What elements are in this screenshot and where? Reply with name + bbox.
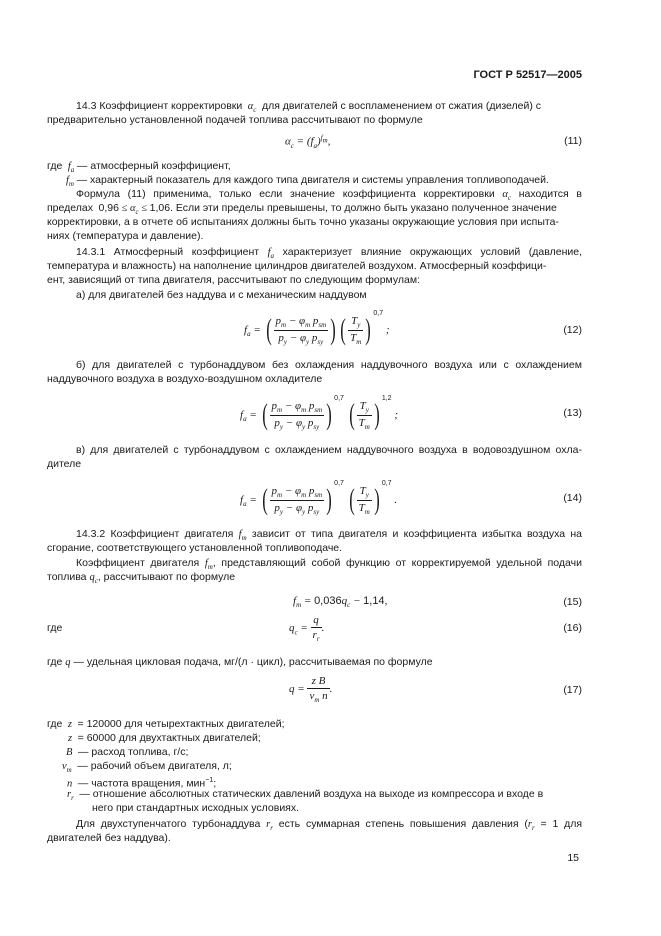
fa-symbol: $f_a$ xyxy=(267,247,275,261)
vm-symbol: $v_m$ xyxy=(62,761,72,775)
fm-symbol: $f_m$ xyxy=(66,175,74,189)
case-b-line1: б) для двигателей с турбонаддувом без охлаждения наддувочного воздуха или с охлаждением xyxy=(76,359,582,371)
text: = 1 для xyxy=(540,818,583,830)
text: = 120000 для четырехтактных двигателей; xyxy=(77,718,285,730)
exponent: 1,2 xyxy=(381,395,392,402)
formula-16: $q_c$ = $\frac{q}{r_r}$ . xyxy=(289,614,325,644)
case-c-line2: дителе xyxy=(47,458,82,470)
qc-symbol: $q_c$ xyxy=(89,572,98,586)
where-label-16: где xyxy=(47,622,63,634)
text: находится в xyxy=(518,188,582,200)
formula-15: $f_m = 0,036q_c - 1,14$, xyxy=(293,595,388,610)
formula-13: $f_a$ = ( $\frac{p_т - \varphi_т p_{sт}}{p_у - \varphi_у p_{sу}}$ ) $^{0,7}$ ( $\frac{T_у}{T_т}$ ) $^{1,2}$ ; xyxy=(240,395,398,432)
where-label: где xyxy=(47,718,63,730)
text: Для двухступенчатого турбонаддува xyxy=(76,818,261,830)
page-number: 15 xyxy=(567,852,579,864)
rr-symbol: $r_r$ xyxy=(266,819,273,833)
text: пределах xyxy=(47,202,93,214)
text: 14.3.1 Атмосферный коэффициент xyxy=(76,246,260,258)
z-symbol: z xyxy=(65,719,75,730)
text: — расход топлива, г/с; xyxy=(77,746,189,758)
superscript: −1 xyxy=(205,777,214,784)
coefficient: 0,036 xyxy=(314,595,342,607)
B-symbol: B xyxy=(66,747,76,758)
sec-14-3-2-line2: сгорание, соответствующего установленной топливоподаче. xyxy=(47,542,343,554)
case-c-line1: в) для двигателей с турбонаддувом с охлаждением наддувочного воздуха в водовоздушном охла- xyxy=(76,444,582,456)
text: зависит от типа двигателя и коэффициента избытка воздуха на xyxy=(251,528,582,540)
fm-symbol: $f_m$ xyxy=(204,558,213,572)
rr-symbol: $r_r$ xyxy=(67,789,74,803)
text: 14.3.2 Коэффициент двигателя xyxy=(76,528,234,540)
last-line2: двигателей без наддува). xyxy=(47,832,171,844)
q-symbol: q xyxy=(65,657,71,668)
fm-symbol: $f_m$ xyxy=(238,529,247,543)
text: характеризует влияние окружающих условий (давление, xyxy=(282,246,582,258)
n-symbol: n xyxy=(67,778,75,790)
formula-14: $f_a$ = ( $\frac{p_т - \varphi_т p_{sт}}{p_у - \varphi_у p_{sу}}$ ) $^{0,7}$ ( $\frac{T_у}{T_т}$ ) $^{0,7}$ . xyxy=(240,480,398,517)
legend-B xyxy=(66,746,188,759)
sec-14-3-1-line3: ент, зависящий от типа двигателя, рассчитывают по следующим формулам: xyxy=(47,274,421,286)
text: для двигателей с воспламенением от сжатия (дизелей) с xyxy=(261,100,542,112)
z-symbol: z xyxy=(68,733,75,744)
legend-z2 xyxy=(68,732,261,745)
text: , представляющий собой функцию от корректируемой удельной подачи xyxy=(212,557,582,569)
standard-header: ГОСТ Р 52517—2005 xyxy=(473,69,582,81)
fa-symbol: $f_a$ xyxy=(65,161,75,175)
equation-number-14: (14) xyxy=(563,492,582,504)
fa-definition: — атмосферный коэффициент, xyxy=(76,160,231,172)
alpha-c-symbol: $\alpha_c$ xyxy=(245,101,257,115)
where-label: где xyxy=(47,656,63,668)
exponent: 0,7 xyxy=(381,480,392,487)
equation-number-11: (11) xyxy=(564,135,582,147)
text: = 60000 для двухтактных двигателей; xyxy=(77,732,261,744)
text: — удельная цикловая подача, мг/(л · цикл), рассчитываемая по формуле xyxy=(73,656,433,668)
text: Формула (11) применима, только если значение коэффициента корректировки xyxy=(76,188,495,200)
where-label: где xyxy=(47,160,63,172)
fm-definition: — характерный показатель для каждого типа двигателя и системы управления топливоподачей. xyxy=(76,174,549,186)
formula-12: $f_a$ = ( $\frac{p_т - \varphi_т p_{sт}}{p_у - \varphi_у p_{sу}}$ ) ( $\frac{T_у}{T_т}$ ) $^{0,7}$ ; xyxy=(244,310,390,347)
text: , рассчитывают по формуле xyxy=(97,571,236,583)
case-b-line2: наддувочного воздуха в воздухо-воздушном охладителе xyxy=(47,373,323,385)
formula-17: q = $\frac{\text{z B}}{v_m n}$ . xyxy=(289,675,333,705)
text: Коэффициент двигателя xyxy=(76,557,200,569)
equation-number-17: (17) xyxy=(563,684,582,696)
alpha-c-symbol: $\alpha_c$ xyxy=(502,189,512,203)
text: — частота вращения, мин xyxy=(77,777,206,790)
para-formula11-line4: ниях (температура и давление). xyxy=(47,230,204,242)
text: топлива xyxy=(47,571,87,583)
text: есть суммарная степень повышения давления ( xyxy=(278,818,528,830)
equation-number-15: (15) xyxy=(563,596,582,608)
legend-z1 xyxy=(47,718,285,731)
text: 14.3 Коэффициент корректировки xyxy=(76,100,243,112)
text: — отношение абсолютных статических давлений воздуха на выходе из компрессора и входе в xyxy=(79,788,544,800)
text: — рабочий объем двигателя, л; xyxy=(77,760,232,772)
equation-number-16: (16) xyxy=(563,622,582,634)
rr-symbol: $r_r$ xyxy=(527,819,535,833)
text: . Если эти пределы превышены, то должно быть указано полученное значение xyxy=(170,202,557,214)
alpha-range: $0,96 \le \alpha_c \le 1,06$ xyxy=(98,202,171,217)
exponent: 0,7 xyxy=(373,310,384,317)
formula-11: $\alpha_c = (f_a)^{f_m}$, xyxy=(285,134,331,150)
exponent: 0,7 xyxy=(334,395,344,402)
sec-14-3-1-line2: температура и влажность) на наполнение цилиндров двигателей воздухом. Атмосферный коэффици- xyxy=(47,260,547,272)
equation-number-12: (12) xyxy=(563,324,582,336)
coefficient: 1,14 xyxy=(363,595,385,607)
case-a: а) для двигателей без наддува и с механическим наддувом xyxy=(76,289,367,301)
exponent: 0,7 xyxy=(334,480,344,487)
legend-rr2: него при стандартных исходных условиях. xyxy=(92,802,300,814)
sec-14-3-line2: предварительно установленной подачей топлива рассчитывают по формуле xyxy=(47,114,423,126)
equation-number-13: (13) xyxy=(563,407,582,419)
text: ; xyxy=(213,777,217,790)
q-definition xyxy=(47,656,433,669)
sec-14-3-2-line4 xyxy=(47,571,235,588)
para-formula11-line3: корректировки, а в отчете об испытаниях должны быть точно указаны окружающие условия при испыта- xyxy=(47,216,559,228)
